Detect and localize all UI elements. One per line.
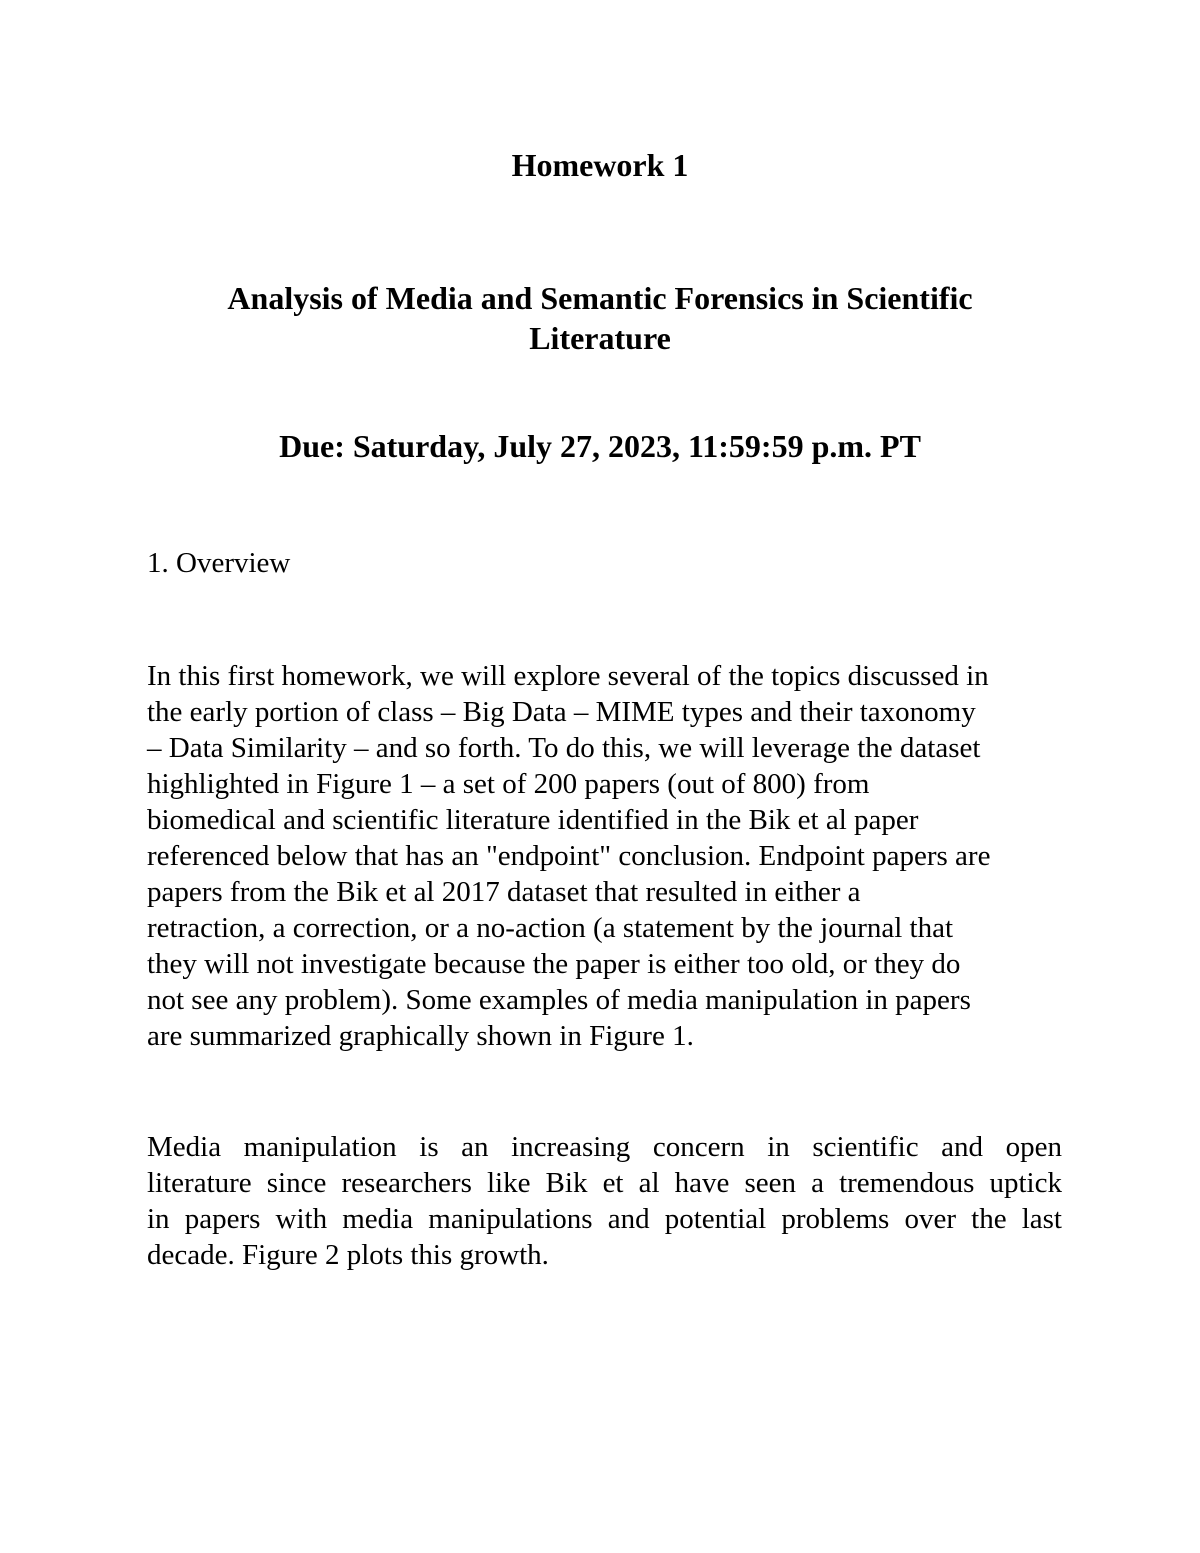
paragraph-line: referenced below that has an "endpoint" conclusion. Endpoint papers are bbox=[147, 840, 991, 872]
homework-title: Homework 1 bbox=[511, 147, 689, 183]
main-title-line: Analysis of Media and Semantic Forensics in Scientific bbox=[227, 280, 973, 316]
paragraph-line: literature since researchers like Bik et al have seen a tremendous uptick bbox=[147, 1167, 1062, 1199]
main-title-line: Literature bbox=[529, 320, 671, 356]
paragraph-line: they will not investigate because the paper is either too old, or they do bbox=[147, 948, 961, 980]
paragraph-line: in papers with media manipulations and potential problems over the last bbox=[147, 1203, 1062, 1235]
media-manipulation-paragraph bbox=[147, 1129, 1062, 1273]
paragraph-line: not see any problem). Some examples of media manipulation in papers bbox=[147, 984, 971, 1016]
paragraph-line: Media manipulation is an increasing concern in scientific and open bbox=[147, 1131, 1062, 1163]
paragraph-line: – Data Similarity – and so forth. To do this, we will leverage the dataset bbox=[147, 732, 981, 764]
due-date: Due: Saturday, July 27, 2023, 11:59:59 p.m. PT bbox=[279, 428, 921, 464]
main-title bbox=[0, 278, 1200, 358]
paragraph-line: are summarized graphically shown in Figure 1. bbox=[147, 1020, 694, 1052]
overview-paragraph bbox=[147, 658, 1062, 1054]
paragraph-line: papers from the Bik et al 2017 dataset that resulted in either a bbox=[147, 876, 861, 908]
paragraph-line: retraction, a correction, or a no-action (a statement by the journal that bbox=[147, 912, 954, 944]
paragraph-line: In this first homework, we will explore several of the topics discussed in bbox=[147, 660, 989, 692]
paragraph-line: decade. Figure 2 plots this growth. bbox=[147, 1239, 549, 1271]
paragraph-line: highlighted in Figure 1 – a set of 200 papers (out of 800) from bbox=[147, 768, 870, 800]
paragraph-line: the early portion of class – Big Data – MIME types and their taxonomy bbox=[147, 696, 976, 728]
paragraph-line: biomedical and scientific literature identified in the Bik et al paper bbox=[147, 804, 919, 836]
section-heading-overview: 1. Overview bbox=[147, 547, 291, 579]
